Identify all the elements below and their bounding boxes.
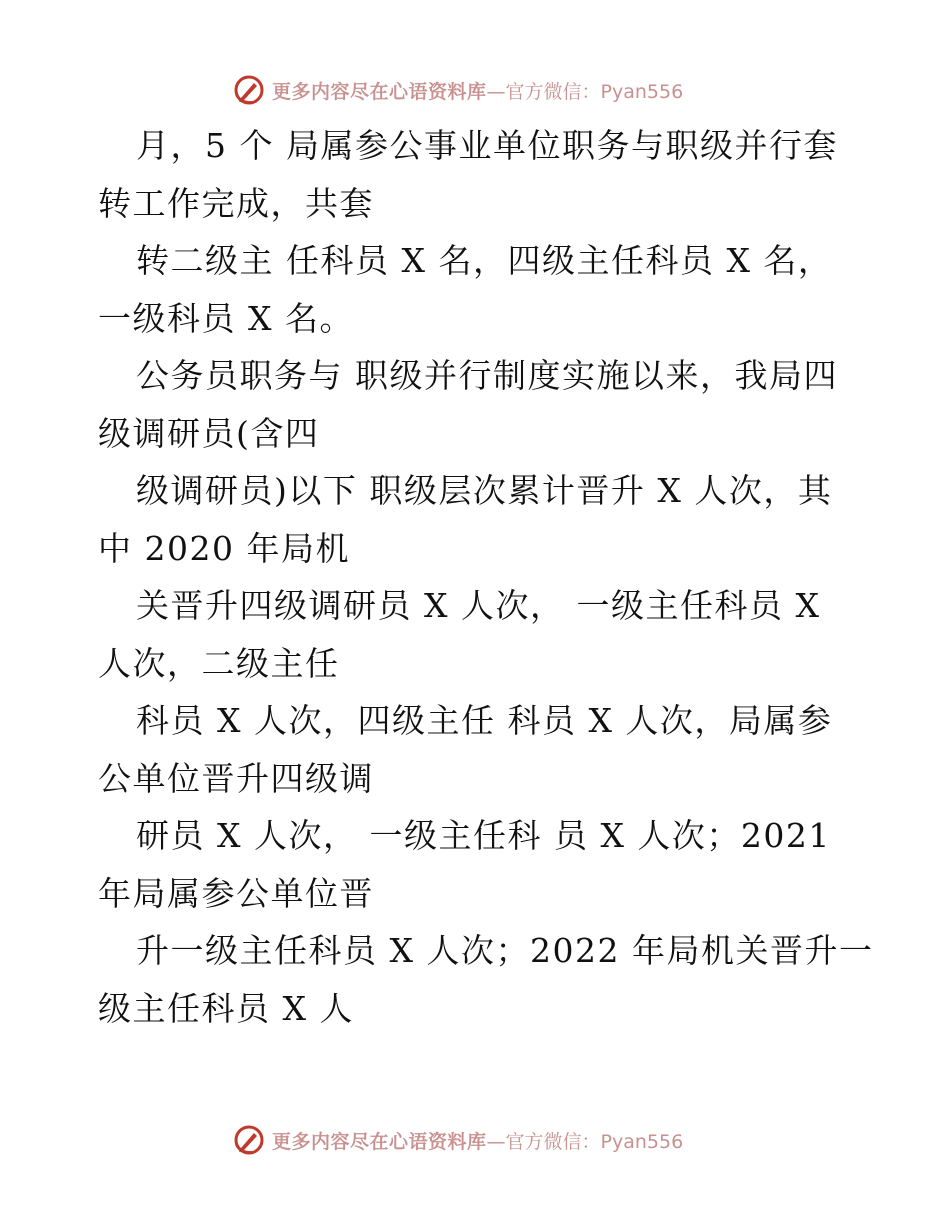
document-line: 一级科员 X 名。 (98, 298, 354, 338)
document-line: 公务员职务与 职级并行制度实施以来，我局四 (136, 356, 838, 395)
pen-circle-logo-icon (232, 1123, 266, 1157)
document-line: 公单位晋升四级调 (98, 758, 374, 798)
document-line: 中 2020 年局机 (98, 528, 350, 568)
document-line: 级主任科员 X 人 (98, 988, 354, 1028)
document-line: 级调研员(含四 (98, 413, 320, 453)
document-line: 科员 X 人次，四级主任 科员 X 人次，局属参 (136, 701, 833, 740)
pen-circle-logo-icon (232, 73, 266, 107)
footer-banner (232, 1120, 683, 1160)
document-line: 转工作完成，共套 (98, 183, 374, 223)
document-line: 人次，二级主任 (98, 643, 340, 683)
footer-banner-wechat-text: —官方微信：Pyan556 (486, 1130, 684, 1153)
header-banner (232, 70, 683, 110)
document-line: 关晋升四级调研员 X 人次， 一级主任科员 X (136, 586, 821, 625)
header-banner-main-text: 更多内容尽在心语资料库 (272, 80, 487, 103)
document-line: 转二级主 任科员 X 名，四级主任科员 X 名， (136, 241, 833, 280)
document-line: 月，5 个 局属参公事业单位职务与职级并行套 (136, 126, 838, 165)
document-line: 研员 X 人次， 一级主任科 员 X 人次；2021 (136, 816, 831, 855)
document-line: 升一级主任科员 X 人次；2022 年局机关晋升一 (136, 931, 874, 970)
footer-banner-main-text: 更多内容尽在心语资料库 (272, 1130, 487, 1153)
document-line: 级调研员)以下 职级层次累计晋升 X 人次，其 (136, 471, 833, 510)
document-line: 年局属参公单位晋 (98, 873, 374, 913)
document-body (98, 117, 874, 1037)
header-banner-wechat-text: —官方微信：Pyan556 (486, 80, 684, 103)
